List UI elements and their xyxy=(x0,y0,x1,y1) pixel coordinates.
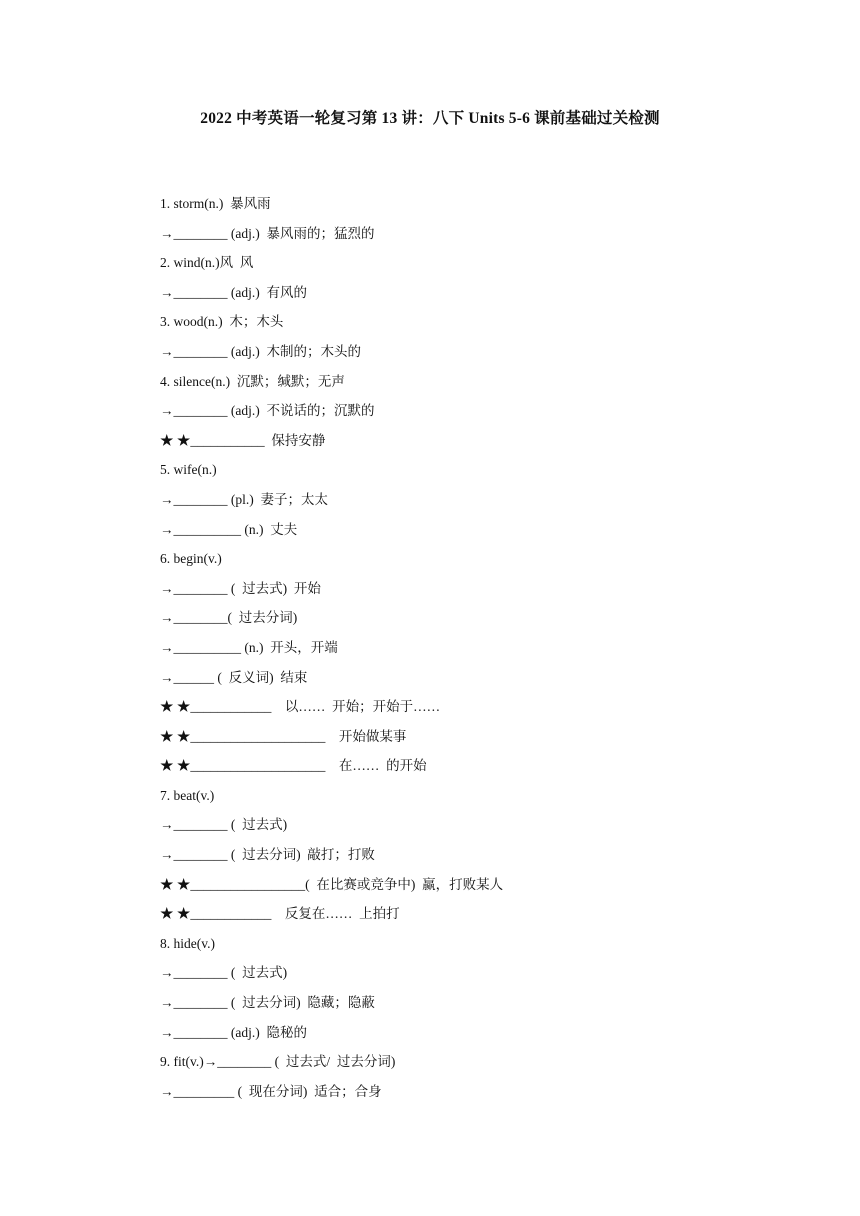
line-6: →________ (adj.) 木制的；木头的 xyxy=(160,343,361,359)
line-23: →________ ( 过去分词) 敲打；打败 xyxy=(160,847,375,863)
line-3: 2. wind(n.)风 风 xyxy=(160,255,254,271)
line-8: →________ (adj.) 不说话的；沉默的 xyxy=(160,403,375,419)
line-19: ★ ★____________________ 开始做某事 xyxy=(160,728,407,744)
line-7: 4. silence(n.) 沉默；缄默；无声 xyxy=(160,373,345,389)
line-24: ★ ★_________________( 在比赛或竞争中) 赢，打败某人 xyxy=(160,876,504,892)
line-30: 9. fit(v.)→________ ( 过去式/ 过去分词) xyxy=(160,1054,396,1070)
line-18: ★ ★____________ 以…… 开始；开始于…… xyxy=(160,699,441,715)
line-5: 3. wood(n.) 木；木头 xyxy=(160,314,284,330)
line-13: 6. begin(v.) xyxy=(160,551,222,567)
line-20: ★ ★____________________ 在…… 的开始 xyxy=(160,758,427,774)
line-27: →________ ( 过去式) xyxy=(160,965,288,981)
line-15: →________( 过去分词) xyxy=(160,610,298,626)
line-16: →__________ (n.) 开头，开端 xyxy=(160,639,338,655)
line-9: ★ ★___________ 保持安静 xyxy=(160,432,326,448)
line-25: ★ ★____________ 反复在…… 上拍打 xyxy=(160,906,400,922)
line-29: →________ (adj.) 隐秘的 xyxy=(160,1024,307,1040)
vocabulary-list xyxy=(160,195,800,1112)
line-11: →________ (pl.) 妻子；太太 xyxy=(160,491,328,507)
line-10: 5. wife(n.) xyxy=(160,462,217,478)
line-4: →________ (adj.) 有风的 xyxy=(160,284,307,300)
line-21: 7. beat(v.) xyxy=(160,787,215,803)
line-14: →________ ( 过去式) 开始 xyxy=(160,580,321,596)
line-28: →________ ( 过去分词) 隐藏；隐蔽 xyxy=(160,995,375,1011)
line-2: →________ (adj.) 暴风雨的；猛烈的 xyxy=(160,225,375,241)
line-22: →________ ( 过去式) xyxy=(160,817,288,833)
line-31: →_________ ( 现在分词) 适合；合身 xyxy=(160,1083,382,1099)
line-12: →__________ (n.) 丈夫 xyxy=(160,521,298,537)
line-26: 8. hide(v.) xyxy=(160,935,215,951)
document-title: 2022 中考英语一轮复习第 13 讲：八下 Units 5-6 课前基础过关检测 xyxy=(200,110,660,127)
line-17: →______ ( 反义词) 结束 xyxy=(160,669,308,685)
line-1: 1. storm(n.) 暴风雨 xyxy=(160,196,271,211)
